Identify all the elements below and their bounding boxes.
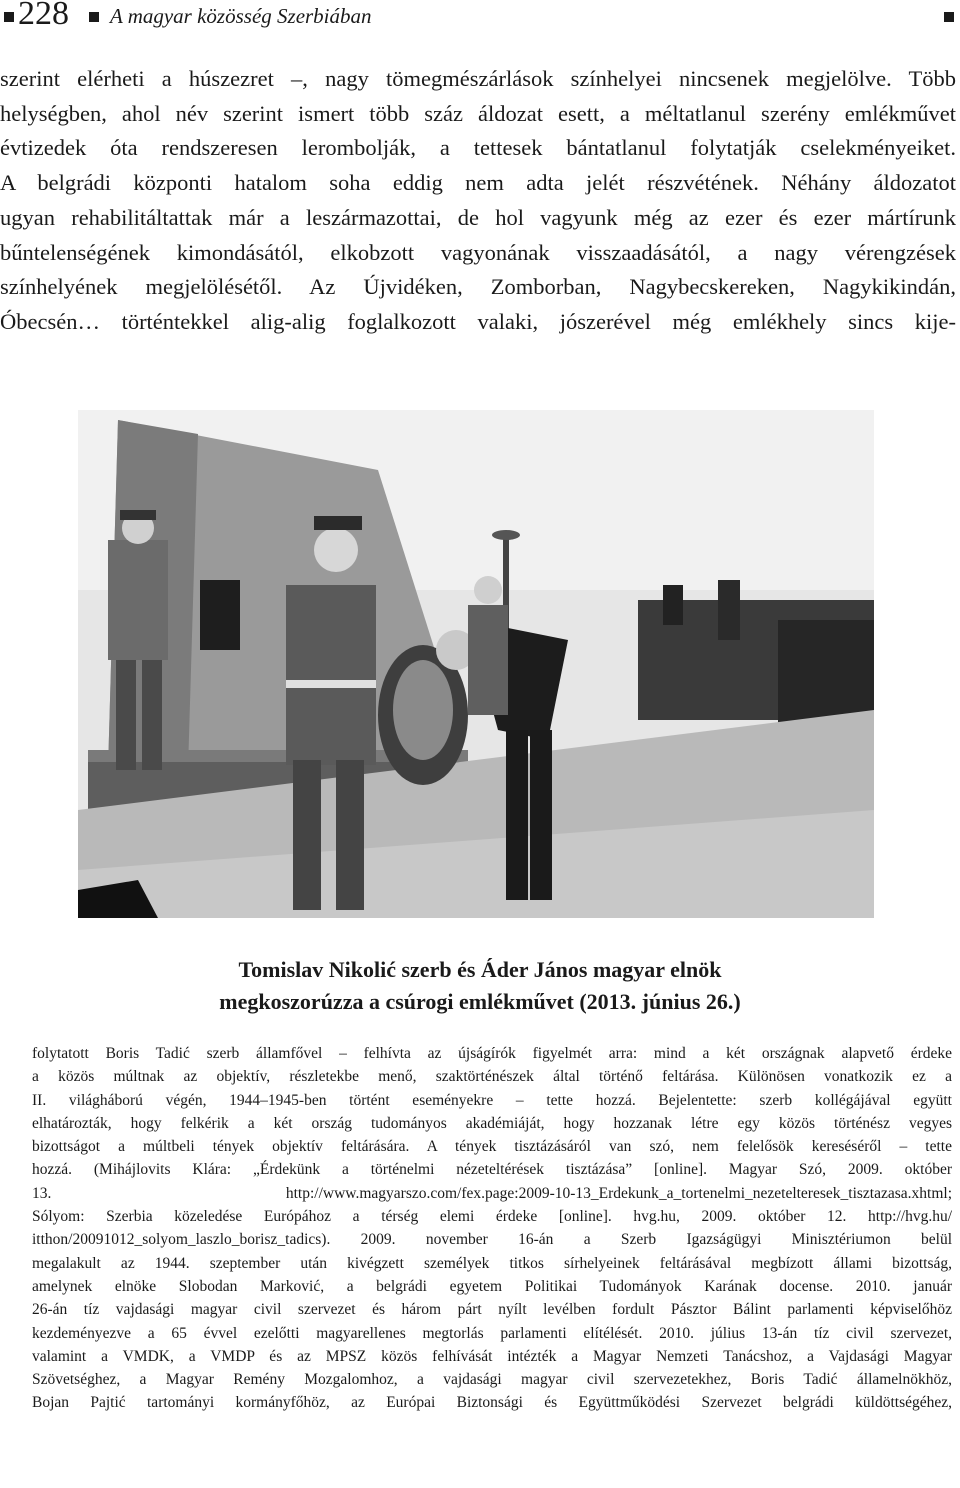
footnote-line: 26-án tíz vajdasági magyar civil szervezet és három párt nyílt levélben fordult Pásztor Bálint parlamenti képviselőhöz: [32, 1301, 952, 1319]
body-line: A belgrádi központi hatalom soha eddig nem adta jelét részvétének. Néhány áldozatot: [0, 170, 956, 196]
footnote-line: megalakult az 1944. szeptember után kivégzett személyek titkos sírhelyeinek feltárásával megbízott állami bizottság,: [32, 1254, 952, 1272]
header-square-bullet-left: [4, 12, 14, 22]
footnote-line: elhatározták, hogy felkérik a két ország tudományos akadémiáját, hogy hozzanak létre egy közös történész vegyes: [32, 1114, 952, 1132]
photo-wreath-laying-ceremony: [78, 410, 874, 918]
body-line: Óbecsén… történtekkel alig-alig foglalkozott valaki, jószerével még emlékhely sincs kije-: [0, 308, 956, 334]
footnote-line: a közös múltnak az objektív, részletekbe menő, szaktörténészek által történő feltárása. Különösen vonatkozik ez a: [32, 1068, 952, 1086]
caption-line-2: megkoszorúzza a csúrogi emlékművet (2013. június 26.): [219, 989, 741, 1014]
header-square-bullet-right: [944, 12, 954, 22]
footnote-line: II. világháború végén, 1944–1945-ben történt eseményekre – tette hozzá. Bejelentette: szerb kollégájával együtt: [32, 1091, 952, 1109]
footnote-line: amelynek elnöke Slobodan Marković, a belgrádi egyetem Politikai Tudományok Karának docense. 2010. január: [32, 1277, 952, 1295]
body-line: színhelyének megjelölésétől. Az Újvidéken, Zomborban, Nagybecskereken, Nagykikindán,: [0, 274, 956, 300]
body-line: szerint elérheti a húszezret –, nagy tömegmészárlások színhelyei nincsenek megjelölve. Több: [0, 66, 956, 91]
body-line: helységben, ahol név szerint ismert több száz áldozat esett, a méltatlanul szerény emlékművet: [0, 100, 956, 126]
caption-line-1: Tomislav Nikolić szerb és Áder János magyar elnök: [238, 957, 722, 982]
footnote-line: Szövetséghez, a Magyar Remény Mozgalomhoz, a vajdasági magyar civil szervezetekhez, Boris Tadić államelnökhöz,: [32, 1371, 952, 1389]
header-square-bullet-middle: [89, 12, 99, 22]
body-line: évtizedek óta rendszeresen lerombolják, a tettesek bántatlanul folytatják cselekményeiket.: [0, 135, 956, 161]
photo-caption: [0, 954, 960, 1018]
photo-illustration: [78, 410, 874, 918]
running-header: [0, 0, 960, 36]
body-line: ugyan rehabilitáltattak már a leszármazottai, de hol vagyunk még az ezer és ezer mártírunk: [0, 204, 956, 230]
footnote-text: [32, 1042, 952, 1415]
footnote-line: itthon/20091012_solyom_laszlo_borisz_tadics). 2009. november 16-án a Szerb Igazságügyi Minisztériumon belül: [32, 1231, 952, 1249]
footnote-line: hozzá. (Mihájlovits Klára: „Érdekünk a történelmi nézeteltérések tisztázása” [online]. Magyar Szó, 2009. október: [32, 1161, 952, 1179]
footnote-line: Bojan Pajtić tartományi kormányfőhöz, az Európai Biztonsági és Együttműködési Szervezet belgrádi küldöttségéhez,: [32, 1394, 952, 1412]
footnote-line: bizottságot a múltbeli tények objektív feltárására. A tények tisztázásáról van szó, nem felelősök kereséséről – tette: [32, 1138, 952, 1156]
running-title: A magyar közösség Szerbiában: [110, 4, 372, 28]
footnote-line: valamint a VMDK, a VMDP és az MPSZ közös felhívását intézték a Magyar Nemzeti Tanácshoz, a Vajdasági Magyar: [32, 1347, 952, 1365]
footnote-line: folytatott Boris Tadić szerb államfővel – felhívta az újságírók figyelmét arra: mind a két országnak alapvető érdeke: [32, 1045, 952, 1062]
main-body-text: [0, 62, 956, 340]
body-line: bűntelenségének kimondásától, elkobzott vagyonának visszaadásától, a nagy vérengzések: [0, 239, 956, 265]
footnote-line: kezdeményezve a 65 évvel ezelőtti magyarellenes megtorlás parlamenti elítélését. 2010. július 13-án tíz civil szervezet,: [32, 1324, 952, 1342]
page-number: 228: [18, 0, 69, 32]
footnote-line: Sólyom: Szerbia közeledése Európához a térség elemi érdeke [online]. hvg.hu, 2009. október 12. http://hvg.hu/: [32, 1208, 952, 1226]
footnote-line: 13. http://www.magyarszo.com/fex.page:2009-10-13_Erdekunk_a_tortenelmi_nezetelteresek_tisztazasa.xhtml;: [32, 1184, 952, 1202]
